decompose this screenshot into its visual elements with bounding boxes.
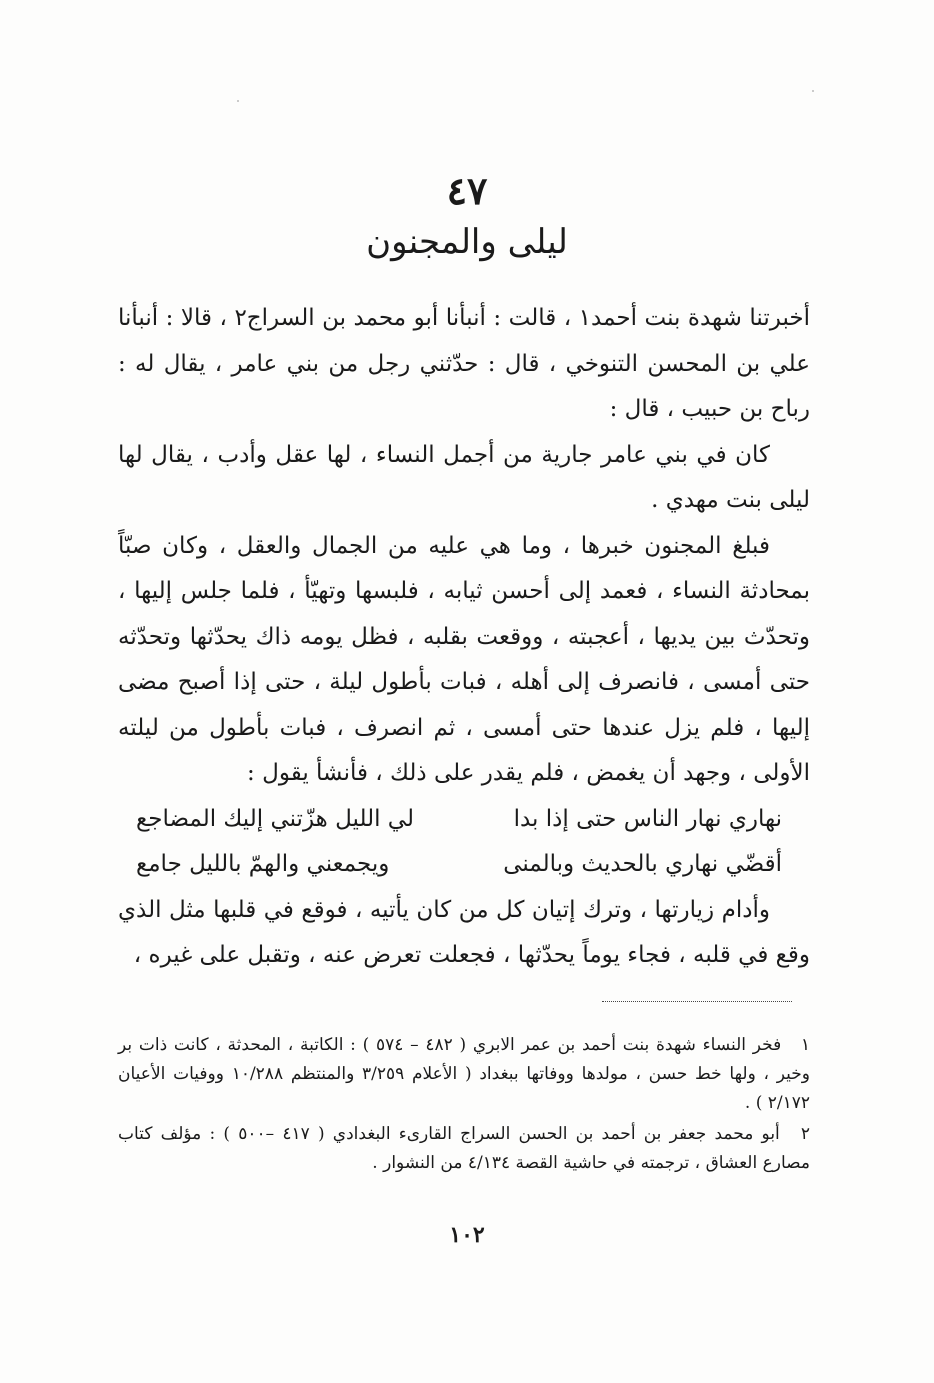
paragraph-layla-intro: كان في بني عامر جارية من أجمل النساء ، لها عقل وأدب ، يقال لها ليلى بنت مهدي . [118, 441, 810, 513]
verse-1-hemistich-2: لي الليل هزّتني إليك المضاجع [136, 805, 414, 832]
footnote-1-number: ١ [800, 1035, 811, 1055]
chapter-title: ليلى والمجنون [366, 222, 568, 262]
footnote-2 [118, 1120, 810, 1178]
verse-line-1 [118, 797, 810, 843]
paragraph-continued-visits: وأدام زيارتها ، وترك إتيان كل من كان يأتيه ، فوقع في قلبها مثل الذي وقع في قلبه ، فجاء يوماً يحدّثها ، فجعلت تعرض عنه ، وتقبل على غيره ، [118, 896, 810, 968]
verse-2-hemistich-2: ويجمعني والهمّ بالليل جامع [136, 851, 390, 877]
scan-speck [812, 90, 814, 92]
chapter-number: ٤٧ [446, 168, 488, 213]
verse-2-hemistich-1: أقضّي نهاري بالحديث وبالمنى [503, 851, 782, 877]
footnote-2-text: أبو محمد جعفر بن أحمد بن الحسن السراج القارىء البغدادي ( ٤١٧ –٥٠٠ ) : مؤلف كتاب مصارع العشاق ، ترجمته في حاشية القصة ٤/١٣٤ من النشوار . [118, 1124, 810, 1173]
footnote-1-text: فخر النساء شهدة بنت أحمد بن عمر الابري ( ٤٨٢ – ٥٧٤ ) : الكاتبة ، المحدثة ، كانت ذات بر وخير ، ولها خط حسن ، مولدها ووفاتها ببغداد ( الأعلام ٣/٢٥٩ والمنتظم ١٠/٢٨٨ ووفيات الأعيان ٢/١٧٢ ) . [118, 1035, 810, 1113]
paragraph-isnad: أخبرتنا شهدة بنت أحمد١ ، قالت : أنبأنا أبو محمد بن السراج٢ ، قالا : أنبأنا علي بن المحسن التنوخي ، قال : حدّثني رجل من بني عامر ، يقال له : رباح بن حبيب ، قال : [118, 305, 810, 422]
page-number: ١٠٢ [449, 1222, 485, 1248]
main-text [118, 296, 810, 979]
scan-speck [237, 100, 239, 102]
footnote-1 [118, 1031, 810, 1118]
paragraph-majnun-meeting: فبلغ المجنون خبرها ، وما هي عليه من الجمال والعقل ، وكان صبّاً بمحادثة النساء ، فعمد إلى أحسن ثيابه ، فلبسها وتهيّأ ، فلما جلس إليها ، وتحدّث بين يديها ، أعجبته ، ووقعت بقلبه ، فظل يومه ذاك يحدّثها وتحدّثه حتى أمسى ، فانصرف إلى أهله ، فبات بأطول ليلة ، حتى إذا أصبح مضى إليها ، فلم يزل عندها حتى أمسى ، ثم انصرف ، فبات بأطول من ليلته الأولى ، وجهد أن يغمض ، فلم يقدر على ذلك ، فأنشأ يقول : [118, 532, 810, 786]
footnotes [118, 1031, 810, 1180]
verse-line-2 [118, 842, 810, 888]
footnote-2-number: ٢ [800, 1124, 810, 1144]
verse-1-hemistich-1: نهاري نهار الناس حتى إذا بدا [513, 805, 782, 832]
footnote-separator [602, 1001, 792, 1002]
